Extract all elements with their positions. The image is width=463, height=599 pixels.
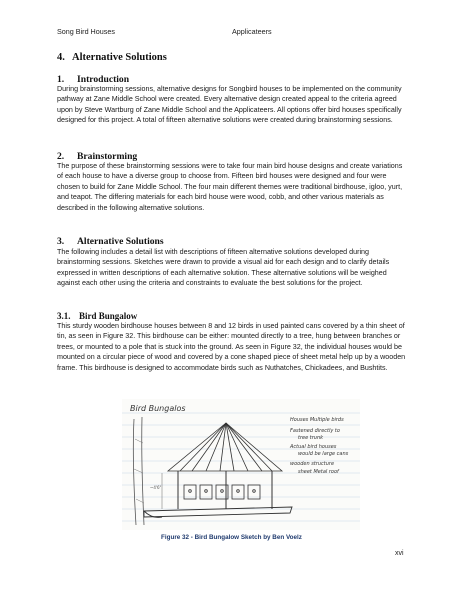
bungalow-number: 3.1.	[57, 311, 71, 321]
running-header-left: Song Bird Houses	[57, 27, 115, 36]
sketch-note-5: would be large cans	[298, 451, 349, 457]
bungalow-paragraph: This sturdy wooden birdhouse houses between 8 and 12 birds in used painted cans covered by a thin sheet of tin, as seen in Figure 32. This birdhouse can be either: mounted directly to a tree, hung between branches or trees, or mounted to a pole that is stuck into the ground. As seen in Figure 32, the individual houses would be mounted on a circular piece of wood and covered by a cone shaped piece of sheet metal help up by a wooden frame. This birdhouse is designed to accommodate birds such as Nuthatches, Chickadees, and Bushtits.	[57, 322, 406, 372]
alternatives-heading	[57, 236, 164, 247]
sketch-note-6: wooden structure	[290, 461, 335, 467]
section-number: 4.	[57, 52, 65, 63]
brainstorming-number: 2.	[57, 151, 65, 162]
roof-drawing	[168, 423, 282, 471]
sketch-note-7: sheet Metal roof	[298, 469, 339, 475]
alternatives-paragraph: The following includes a detail list with descriptions of fifteen alternative solutions developed during brainstorming sessions. Sketches were drawn to provide a visual aid for each design and to clarify details expressed in written descriptions of each alternative solution. These alternative solutions will be weighed against each other using the criteria and constraints to evaluate the best solutions for the project.	[57, 248, 390, 288]
sketch-note-2: Fastened directly to	[290, 428, 340, 434]
sketch-title: Bird Bungalos	[130, 404, 186, 413]
frame-drawing	[178, 471, 272, 509]
brainstorming-title: Brainstorming	[77, 151, 138, 162]
sketch-note-1: Houses Multiple birds	[290, 417, 344, 423]
bird-bungalow-sketch	[122, 399, 360, 530]
running-header-right: Applicateers	[232, 27, 272, 36]
alternatives-number: 3.	[57, 236, 65, 247]
intro-title: Introduction	[77, 74, 130, 85]
sketch-note-3: tree trunk	[298, 435, 324, 441]
intro-number: 1.	[57, 74, 65, 85]
base-drawing	[144, 507, 292, 517]
section-heading	[57, 52, 167, 63]
alternatives-title: Alternative Solutions	[77, 236, 164, 247]
page-number: xvi	[395, 550, 404, 557]
figure-caption: Figure 32 - Bird Bungalow Sketch by Ben Voelz	[161, 534, 302, 541]
section-title: Alternative Solutions	[72, 52, 167, 63]
bungalow-title: Bird Bungalow	[79, 311, 138, 321]
bungalow-heading	[57, 311, 137, 321]
brainstorming-paragraph: The purpose of these brainstorming sessions were to take four main bird house designs and create variations of each house to have a diverse group to choose from. Fifteen bird houses were designed and four were chosen to build for Zane Middle School. The four main different themes were traditional birdhouse, igloo, yurt, and teapot. The differing materials for each bird house were wood, cobb, and other various materials as described in the following alternative solutions.	[57, 162, 403, 212]
intro-paragraph: During brainstorming sessions, alternative designs for Songbird houses to be implemented on the community pathway at Zane Middle School were created. Every alternative design created appeal to the criteria agreed upon by Steve Wartburg of Zane Middle School and the Applicateers. All options offer bird houses specifically designed for this project. A total of fifteen alternative solutions were created during brainstorming sessions.	[57, 85, 402, 125]
sketch-note-4: Actual bird houses	[290, 444, 337, 450]
sketch-dimension: ~4'6"	[150, 485, 162, 490]
